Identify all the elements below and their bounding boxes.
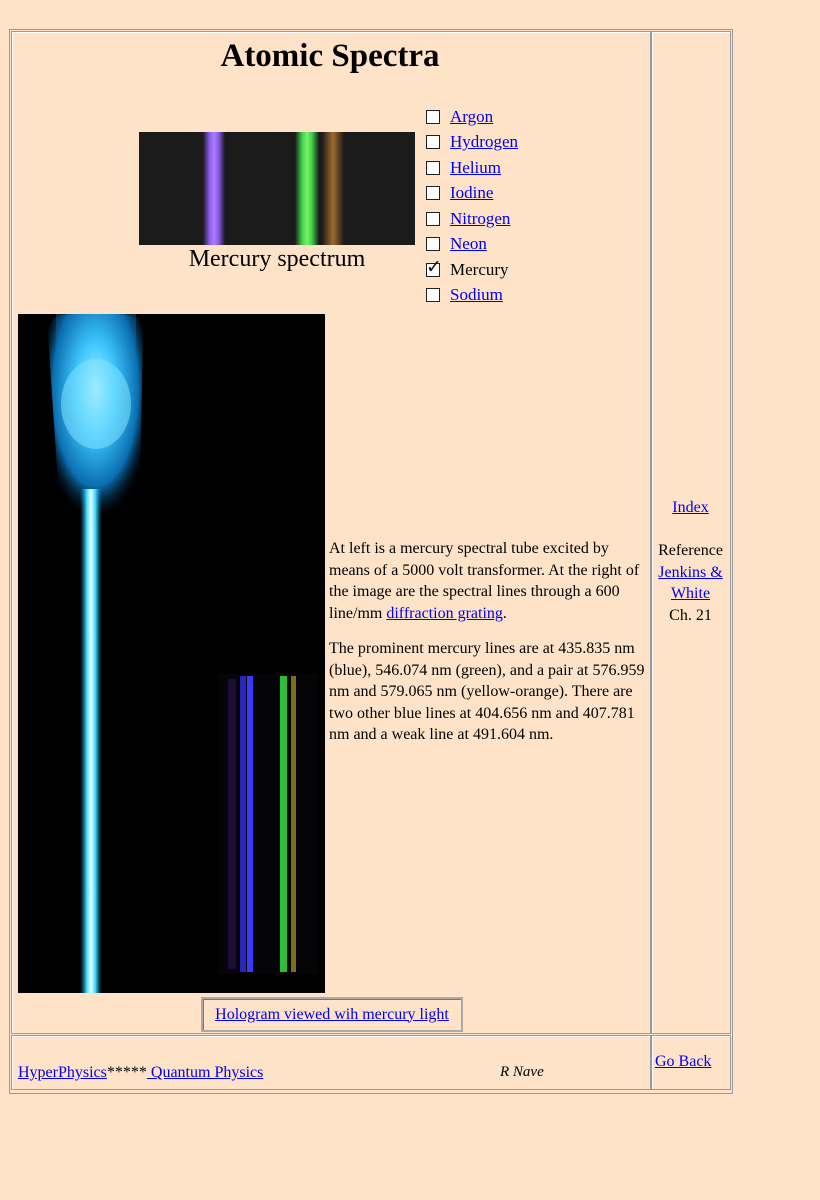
mercury-tube-photo xyxy=(18,314,325,993)
description-text: . xyxy=(502,604,507,622)
sidebar-content xyxy=(651,497,730,626)
checkbox[interactable] xyxy=(426,135,440,149)
footer-stars: ***** xyxy=(106,1064,147,1081)
diffraction-grating-link[interactable]: diffraction grating xyxy=(386,604,503,622)
jenkins-white-link[interactable]: Jenkins & White xyxy=(658,563,723,602)
go-back-link[interactable]: Go Back xyxy=(655,1053,712,1070)
tube-illustration xyxy=(18,314,325,993)
green-line xyxy=(295,132,319,245)
element-link[interactable]: Helium xyxy=(450,157,501,177)
mercury-spectrum-image xyxy=(139,132,415,245)
element-item-mercury xyxy=(426,257,518,283)
chapter-label: Ch. 21 xyxy=(669,606,712,624)
element-link[interactable]: Argon xyxy=(450,106,494,126)
element-link[interactable]: Iodine xyxy=(450,183,494,203)
element-item-argon[interactable] xyxy=(426,104,518,130)
footer-nav xyxy=(18,1064,263,1082)
element-item-sodium[interactable] xyxy=(426,283,518,309)
description-paragraph-1 xyxy=(329,538,647,624)
hologram-link-box xyxy=(201,997,463,1032)
checkbox[interactable] xyxy=(426,110,440,124)
element-link[interactable]: Sodium xyxy=(450,285,503,305)
checkbox[interactable] xyxy=(426,237,440,251)
element-link[interactable]: Neon xyxy=(450,234,487,254)
description xyxy=(329,538,647,760)
element-item-iodine[interactable] xyxy=(426,181,518,207)
quantum-physics-link[interactable]: Quantum Physics xyxy=(146,1064,264,1081)
element-link[interactable]: Nitrogen xyxy=(450,208,511,228)
reference-label: Reference xyxy=(658,542,723,559)
description-paragraph-2: The prominent mercury lines are at 435.835 nm (blue), 546.074 nm (green), and a pair at 576.959 nm and 579.065 nm (yellow-orange). There are two other blue lines at 404.656 nm and 407.781 nm and a weak line at 491.604 nm. xyxy=(329,640,645,743)
sidebar xyxy=(651,31,730,1033)
checkbox[interactable] xyxy=(426,288,440,302)
checkbox-checked[interactable] xyxy=(426,263,440,277)
hologram-link[interactable]: Hologram viewed wih mercury light xyxy=(215,1005,449,1023)
element-item-hydrogen[interactable] xyxy=(426,130,518,156)
index-link[interactable]: Index xyxy=(672,499,709,516)
element-item-nitrogen[interactable] xyxy=(426,206,518,232)
checkbox[interactable] xyxy=(426,212,440,226)
page-title: Atomic Spectra xyxy=(220,38,440,74)
hyperphysics-link[interactable]: HyperPhysics xyxy=(18,1064,107,1081)
spectrum-caption: Mercury spectrum xyxy=(188,246,366,272)
author: R Nave xyxy=(500,1064,544,1080)
orange-line xyxy=(322,132,344,245)
element-checklist xyxy=(426,104,518,308)
element-item-helium[interactable] xyxy=(426,155,518,181)
violet-line xyxy=(203,132,225,245)
checkbox[interactable] xyxy=(426,186,440,200)
description-text: At left is a mercury spectral tube excited by means of a 5000 volt transformer. At the right of the image are the spectral lines through a 600 line/mm xyxy=(329,540,640,622)
checkbox[interactable] xyxy=(426,161,440,175)
element-link[interactable]: Hydrogen xyxy=(450,132,518,152)
element-label-current: Mercury xyxy=(450,259,509,279)
element-item-neon[interactable] xyxy=(426,232,518,258)
